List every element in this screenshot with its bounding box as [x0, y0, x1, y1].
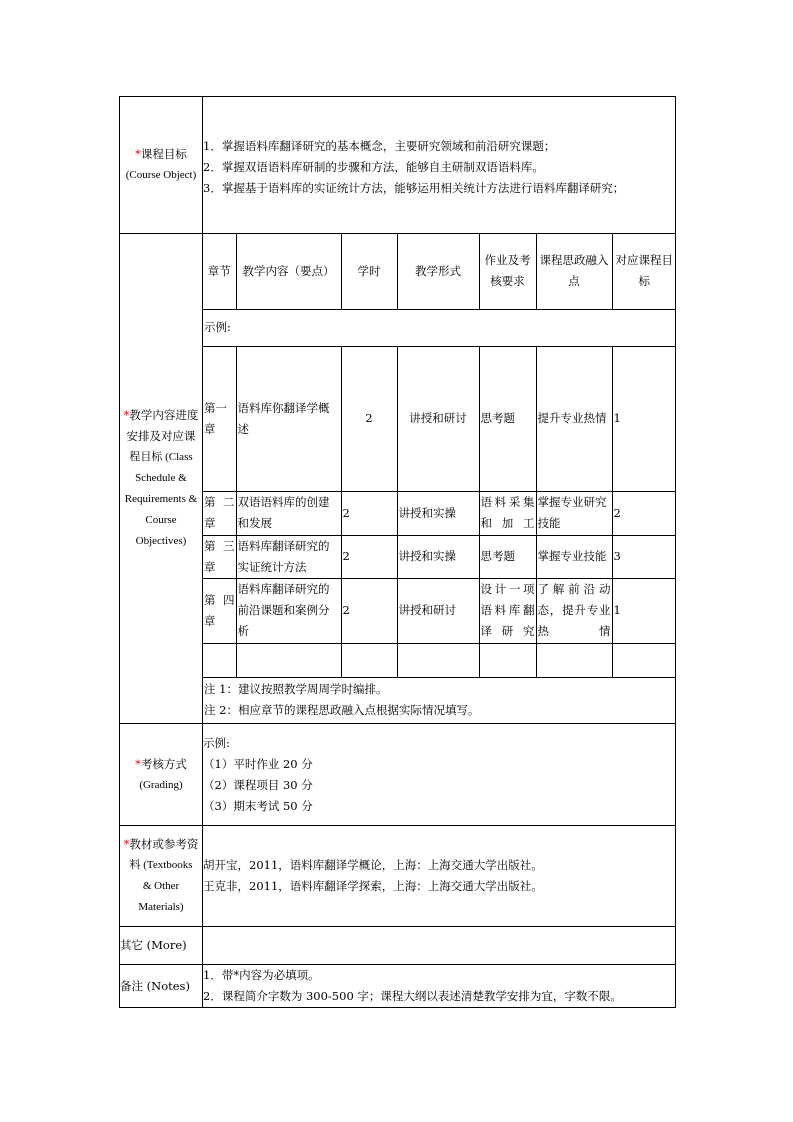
empty-cell	[612, 643, 676, 677]
empty-cell	[236, 643, 341, 677]
course-object-label-en: (Course Object)	[125, 169, 197, 181]
objective-cell: 3	[612, 535, 676, 578]
empty-cell	[397, 643, 479, 677]
notes-content	[203, 965, 676, 1008]
required-star: *	[123, 408, 130, 422]
course-object-label-cell	[120, 97, 203, 234]
schedule-label-cell	[120, 234, 203, 724]
required-star: *	[135, 756, 141, 771]
ideology-cell: 掌握专业研究技能	[536, 491, 612, 535]
homework-cell: 思考题	[479, 535, 536, 578]
objective-item: 2．掌握双语语料库研制的步骤和方法，能够自主研制双语语料库。	[203, 159, 544, 174]
grading-label-cell	[120, 724, 203, 826]
example-row	[203, 309, 676, 346]
schedule-example-label: 示例:	[203, 309, 676, 346]
hours-cell: 2	[341, 491, 397, 535]
schedule-table	[203, 234, 676, 723]
schedule-label-line: Objectives)	[135, 535, 187, 547]
textbooks-content	[203, 826, 676, 927]
schedule-header-row	[203, 234, 676, 309]
notes-row	[120, 965, 676, 1008]
grading-item: （1）平时作业 20 分	[203, 756, 313, 771]
schedule-note: 注 1：建议按照教学周周学时编排。	[204, 682, 388, 697]
course-object-content	[203, 97, 676, 234]
header-homework: 作业及考核要求	[479, 234, 536, 309]
empty-cell	[203, 643, 236, 677]
header-chapter: 章节	[203, 234, 236, 309]
textbooks-row	[120, 826, 676, 927]
ideology-cell: 了解前沿动态，提升专业热情	[536, 578, 612, 643]
header-form: 教学形式	[397, 234, 479, 309]
textbook-item: 胡开宝，2011，语料库翻译学概论，上海：上海交通大学出版社。	[203, 858, 543, 872]
header-objective: 对应课程目标	[612, 234, 676, 309]
table-row	[203, 578, 676, 643]
homework-cell: 设计一项语料库翻译研究	[479, 578, 536, 643]
empty-cell	[341, 643, 397, 677]
schedule-label-line: 教学内容进度	[129, 408, 199, 422]
objective-item: 3．掌握基于语料库的实证统计方法，能够运用相关统计方法进行语料库翻译研究；	[203, 180, 625, 195]
objective-cell: 1	[612, 578, 676, 643]
ideology-cell: 提升专业热情	[536, 346, 612, 491]
grading-label: 考核方式	[140, 756, 187, 771]
textbooks-label-line: 教材或参考资	[129, 837, 199, 851]
homework-cell: 语料采集和加工	[479, 491, 536, 535]
schedule-note: 注 2：相应章节的课程思政融入点根据实际情况填写。	[204, 703, 480, 718]
schedule-label-line: 程目标 (Class	[129, 451, 193, 463]
form-cell: 讲授和研讨	[397, 346, 479, 491]
textbooks-label-line: & Other	[142, 880, 180, 892]
notes-label: 备注 (Notes)	[120, 965, 203, 1008]
content-cell: 语料库你翻译学概述	[236, 346, 341, 491]
header-hours: 学时	[341, 234, 397, 309]
objective-cell: 1	[612, 346, 676, 491]
more-content	[203, 927, 676, 965]
form-cell: 讲授和研讨	[397, 578, 479, 643]
homework-cell: 思考题	[479, 346, 536, 491]
required-star: *	[123, 837, 130, 851]
textbooks-label-cell	[120, 826, 203, 927]
course-object-label: 课程目标	[140, 147, 187, 161]
textbook-item: 王克非，2011，语料库翻译学探索，上海：上海交通大学出版社。	[203, 879, 543, 893]
schedule-row	[120, 234, 676, 724]
grading-content	[203, 724, 676, 826]
table-row	[203, 535, 676, 578]
empty-cell	[536, 643, 612, 677]
required-star: *	[135, 147, 141, 161]
more-label: 其它 (More)	[120, 927, 203, 965]
content-cell: 语料库翻译研究的前沿课题和案例分析	[236, 578, 341, 643]
grading-item: （2）课程项目 30 分	[203, 777, 313, 792]
notes-item: 1．带*内容为必填项。	[203, 968, 320, 982]
header-content: 教学内容（要点）	[236, 234, 341, 309]
grading-item: （3）期末考试 50 分	[203, 798, 313, 813]
content-cell: 双语语料库的创建和发展	[236, 491, 341, 535]
chapter-cell: 第 四章	[203, 578, 236, 643]
syllabus-table	[119, 96, 676, 1008]
table-row	[203, 346, 676, 491]
objective-item: 1．掌握语料库翻译研究的基本概念，主要研究领域和前沿研究课题；	[203, 138, 556, 153]
form-cell: 讲授和实操	[397, 535, 479, 578]
table-row	[203, 491, 676, 535]
grading-example-label: 示例:	[203, 735, 230, 750]
grading-row	[120, 724, 676, 826]
empty-row	[203, 643, 676, 677]
schedule-label-line: Course	[145, 514, 177, 526]
ideology-cell: 掌握专业技能	[536, 535, 612, 578]
chapter-cell: 第 三章	[203, 535, 236, 578]
content-cell: 语料库翻译研究的实证统计方法	[236, 535, 341, 578]
schedule-label-line: Requirements &	[124, 493, 198, 505]
textbooks-label-line: 料 (Textbooks	[129, 859, 193, 871]
notes-item: 2．课程简介字数为 300-500 字；课程大纲以表述清楚教学安排为宜，字数不限。	[203, 989, 622, 1003]
form-cell: 讲授和实操	[397, 491, 479, 535]
more-row	[120, 927, 676, 965]
hours-cell: 2	[341, 578, 397, 643]
hours-cell: 2	[341, 346, 397, 491]
header-ideology: 课程思政融入点	[536, 234, 612, 309]
course-object-row	[120, 97, 676, 234]
schedule-label-line: Schedule &	[135, 472, 187, 484]
syllabus-form	[119, 96, 675, 1004]
objective-cell: 2	[612, 491, 676, 535]
schedule-notes-row	[203, 677, 676, 723]
schedule-notes-cell	[203, 677, 676, 723]
chapter-cell: 第一章	[203, 346, 236, 491]
textbooks-label-line: Materials)	[138, 901, 184, 913]
empty-cell	[479, 643, 536, 677]
grading-label-en: (Grading)	[139, 778, 183, 791]
schedule-label-line: 安排及对应课	[126, 429, 196, 443]
hours-cell: 2	[341, 535, 397, 578]
schedule-content	[203, 234, 676, 724]
chapter-cell: 第 二章	[203, 491, 236, 535]
